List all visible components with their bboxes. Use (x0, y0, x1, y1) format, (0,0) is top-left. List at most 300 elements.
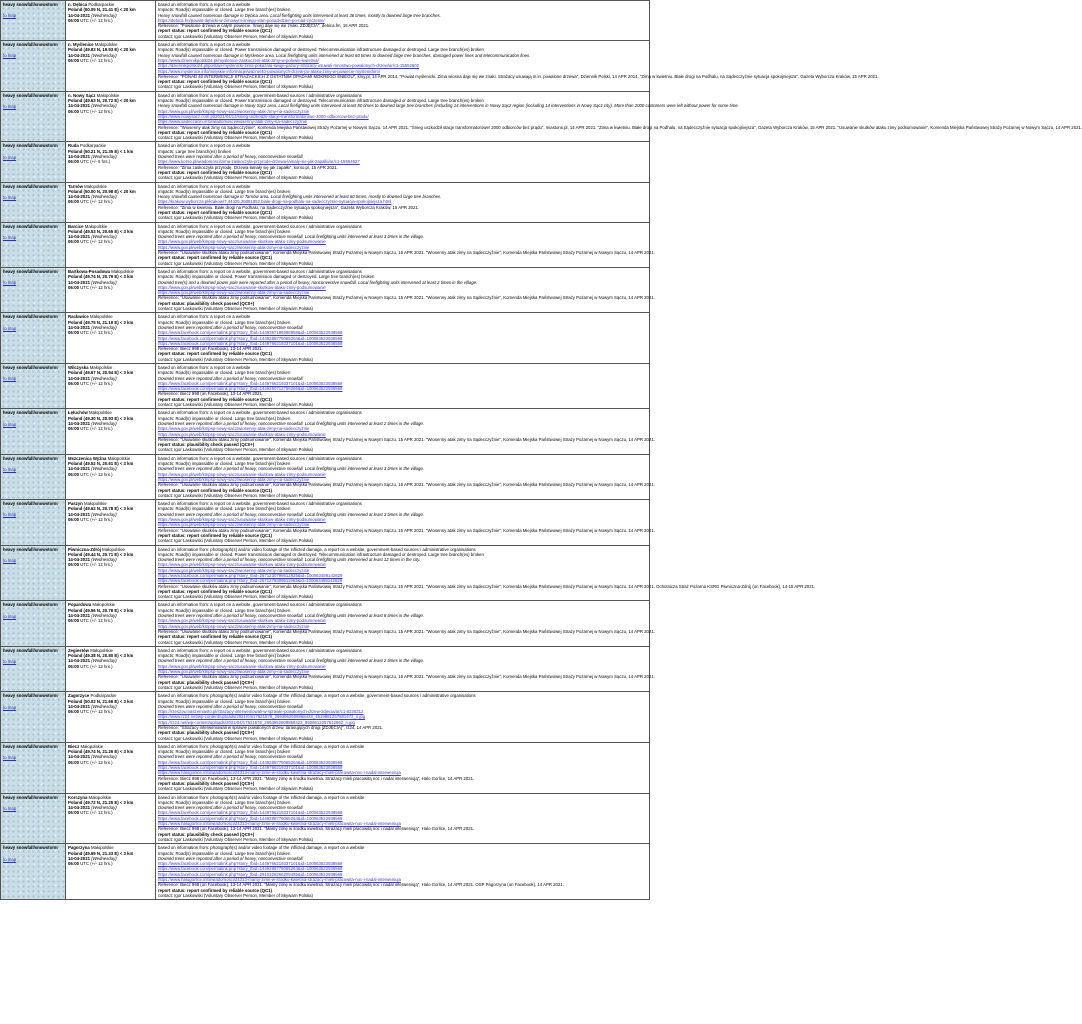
impacts-label: Impacts: (158, 607, 175, 613)
source-links (158, 562, 647, 583)
location-cell (66, 142, 156, 181)
weather-type: heavy snowfall/snowstorm (3, 410, 58, 416)
details-cell (156, 647, 655, 691)
region-name: Małopolskie (84, 183, 107, 189)
coordinates: Poland (49.67 N, 20.94 E) < 3 km (68, 370, 134, 376)
source-link[interactable]: https://www.gov.pl/web/kmpsp-nowy-sacz/usuwanie-skutkow-ataku-zimy-podsumowanie (158, 562, 326, 568)
report-row (0, 364, 650, 409)
location-cell (66, 313, 156, 363)
coordinates: Poland (49.83 N, 19.93 E) < 20 km (68, 47, 136, 53)
place-name: Korczyna (68, 794, 88, 800)
source-link[interactable]: https://www.facebook.com/permalink.php?story_fbid=1449288776065264&id=100063522938568 (158, 866, 343, 872)
to-map-link[interactable]: to map (3, 376, 17, 382)
details-cell (156, 455, 655, 499)
source-link[interactable]: https://www.gov.pl/web/kmpsp-nowy-sacz/usuwanie-skutkow-ataku-zimy-podsumowanie (158, 517, 326, 523)
source-link[interactable]: https://www.facebook.com/permalink.php?story_fbid=1449288776065264&id=100063522938568 (158, 759, 343, 765)
place-name: Zagorzyce (68, 693, 90, 699)
impacts-text: Road(s) impassable or closed. Large tree branch(es) broken (175, 370, 291, 376)
report-day: (Wednesday) (91, 703, 117, 709)
report-row (0, 743, 650, 794)
details-cell (156, 601, 655, 645)
impacts-text: Road(s) impassable or closed. Large tree branch(es) broken (175, 7, 291, 13)
report-time: 06:00 (68, 810, 79, 816)
time-accuracy: (+/- 12 hrs.) (90, 709, 113, 715)
source-link[interactable]: https://rz24.net/wp-content/uploads/2021/04/17621578_2693952608868423_8508612257612962_n.jpg (158, 719, 355, 725)
report-date: 14-04-2021 (68, 375, 90, 381)
report-row (0, 455, 655, 500)
impacts-label: Impacts: (158, 7, 175, 13)
source-link[interactable]: https://www.gov.pl/web/kmpsp-nowy-sacz/wiosenny-atak-zimy-na-sadecczyznie (158, 669, 310, 675)
reference-label: Reference: (158, 295, 180, 301)
report-row (0, 601, 655, 646)
source-link[interactable]: https://www.rz24.net/wp-content/uploads/2021/04/17621578_2693952608868423_4519881257881472_n.jpg (158, 714, 366, 720)
weather-type-cell (1, 223, 66, 267)
details-cell (156, 743, 649, 793)
source-link[interactable]: https://krakow.wyborcza.pl/krakow/7,44425,26881852,biale-drogi-na-podhalu-na-sadecczyznie-sytuacja-spokojniejsza.html (158, 199, 392, 205)
source-link[interactable]: https://www.dziennikpolski24.pl/myslenice-zaskoczeni-atak-zimy-w-polowie-kwietnia/ (158, 57, 319, 63)
report-row (0, 500, 655, 545)
to-map-link[interactable]: to map (3, 104, 17, 110)
contact-info: contact: Igor Laskowski (Voluntary Observer Person, Member of Skywarn Polska) (158, 892, 313, 898)
weather-type-cell (1, 92, 66, 142)
place-name: Mszczenica Wyżna (68, 455, 107, 461)
to-map-link[interactable]: to map (3, 13, 17, 19)
details-cell (156, 794, 649, 844)
report-status: plausibility check passed (QC0+) (186, 730, 255, 736)
report-day: (Wednesday) (91, 154, 117, 160)
to-map-link[interactable]: to map (3, 154, 17, 160)
impacts-label: Impacts: (158, 188, 175, 194)
report-day: (Wednesday) (91, 234, 117, 240)
location-cell (66, 844, 156, 899)
to-map-link[interactable]: to map (3, 613, 17, 619)
report-date: 14-04-2021 (68, 557, 90, 563)
reference-label: Reference: (158, 674, 180, 680)
location-cell (66, 601, 156, 645)
details-cell (156, 142, 649, 181)
details-cell (156, 692, 649, 742)
source-link[interactable]: https://www.facebook.com/permalink.php?story_fbid=1449766219337101&id=100063522938568 (158, 340, 343, 346)
details-cell (156, 364, 649, 408)
report-status: report confirmed by reliable source (QC1) (186, 351, 272, 357)
report-row (0, 0, 650, 41)
location-cell (66, 92, 156, 142)
reference-label: Reference: (158, 250, 180, 256)
description: Downed trees were reported after a period of heavy, nonconvective snowfall. (158, 324, 304, 330)
location-cell (66, 268, 156, 312)
reference-text: "Strażacy interweniowali w sprawie powalonych drzew, tarasujących drogi [ZDJĘCIA]", rz24, 14 APR 2021. (180, 725, 384, 730)
to-map-link[interactable]: to map (3, 805, 17, 811)
source-link[interactable]: https://www.gov.pl/web/kmpsp-nowy-sacz/usuwanie-skutkow-ataku-zimy-podsumowanie (158, 618, 326, 624)
to-map-link[interactable]: to map (3, 53, 17, 59)
contact-info: contact: Igor Laskowski (Voluntary Observer Person, Member of Skywarn Polska) (158, 735, 313, 741)
weather-type: heavy snowfall/snowstorm (3, 602, 58, 608)
utc-label: UTC (80, 330, 90, 336)
report-time: 06:00 (68, 159, 79, 165)
status-label: report status: (158, 396, 186, 402)
report-day: (Wednesday) (91, 557, 117, 563)
location-cell (66, 364, 156, 408)
impacts-text: Road(s) impassable or closed. Large tree branch(es) broken (175, 319, 291, 325)
report-row (0, 183, 650, 223)
reference-label: Reference: (158, 23, 180, 29)
description: Downed trees were reported after a period of heavy, nonconvective snowfall. (158, 375, 304, 381)
weather-type-cell (1, 743, 66, 793)
reference-text: "Usuwanie skutków ataku zimy podsumowanie", Komenda Miejska Państwowej Straży Pożarnej w Nowym Sączu, 15 APR 2021. "Wiosenny atak zimy na Sądecczyźnie", Komenda Miejska Państwowej Straży Pożarnej w Nowym Sączu, 14 APR 2021. (180, 527, 655, 533)
source-link[interactable]: https://www.gov.pl/web/kmpsp-nowy-sacz/usuwanie-skutkow-ataku-zimy-podsumowanie (158, 431, 326, 437)
impacts-text: Road(s) impassable or closed. Power transmission damaged or destroyed. Telecommunication infrastructure damaged or destroyed. Large tree branch(es) broken (175, 47, 484, 53)
status-label: report status: (158, 169, 186, 175)
region-name: Małopolskie (84, 501, 107, 507)
reference-text: "Usuwanie skutków ataku zimy podsumowanie", Komenda Miejska Państwowej Straży Pożarnej w Nowym Sączu, 15 APR 2021. "Wiosenny atak zimy na Sądecczyźnie", Komenda Miejska Państwowej Straży Pożarnej w Nowym Sączu, 14 APR 2021. (180, 628, 655, 634)
location-cell (66, 41, 156, 91)
weather-type-cell (1, 268, 66, 312)
contact-info: contact: Igor Laskowski (Voluntary Observer Person, Member of Skywarn Polska) (158, 684, 313, 690)
place-name: Barcice (68, 223, 84, 229)
impacts-text: Road(s) impassable or closed. Large tree branch(es) broken (175, 799, 291, 805)
weather-type-cell (1, 1, 66, 40)
to-map-link[interactable]: to map (3, 755, 17, 761)
source-link[interactable]: https://www.gov.pl/web/kmpsp-nowy-sacz/wiosenny-atak-zimy-na-sadecczyznie (158, 108, 310, 114)
source-link[interactable]: https://www.facebook.com/permalink.php?story_fbid=1449288776065264&id=100063522938568 (158, 815, 343, 821)
weather-type-cell (1, 601, 66, 645)
impacts-text: Road(s) impassable or closed. Large tree branch(es) broken (175, 850, 291, 856)
report-row (0, 844, 650, 900)
time-accuracy: (+/- 12 hrs.) (90, 426, 113, 432)
description: Downed trees were reported after a period of heavy, nonconvective snowfall. Local firefighting units intervened at least 2 times in the village. (158, 658, 424, 664)
reference-label: Reference: (158, 436, 180, 442)
region-name: Podkarpackie (90, 693, 117, 699)
utc-label: UTC (80, 108, 90, 114)
source-link[interactable]: https://www.facebook.com/permalink.php?story_fbid=1449766219337101&id=100063522938568 (158, 765, 343, 771)
information-basis: based on information from: a report on a website, government-based sources / administrative organisations (158, 92, 362, 98)
report-row (0, 546, 816, 602)
impacts-text: Road(s) impassable or closed. Large tree branch(es) broken (175, 607, 291, 613)
source-link[interactable]: https://debica.fm/powiat-dębicki-w-zimowym-sniegu-stan-ponad-dzien-po-nad-zyczenie/ (158, 17, 325, 23)
to-map-link[interactable]: to map (3, 325, 17, 331)
report-time: 06:00 (68, 380, 79, 386)
source-link[interactable]: https://www.gov.pl/web/kmpsp-nowy-sacz/wiosenny-atak-zimy-na-sadecczyznie (158, 623, 310, 629)
time-accuracy: (+/- 12 hrs.) (90, 861, 113, 867)
report-day: (Wednesday) (91, 194, 117, 200)
report-row (0, 647, 655, 692)
utc-label: UTC (80, 57, 90, 63)
source-link[interactable]: https://www.gov.pl/web/kmpsp-nowy-sacz/wiosenny-atak-zimy-na-sadecczyznie (158, 290, 310, 296)
source-link[interactable]: https://www.facebook.com/permalink.php?story_fbid=1449250712758266&id=100063522938568 (158, 386, 343, 392)
utc-label: UTC (80, 810, 90, 816)
impacts-text: Large tree branch(es) broken (175, 148, 232, 154)
weather-type-cell (1, 142, 66, 181)
reference-label: Reference: (158, 391, 180, 397)
impacts-text: Road(s) impassable or closed. Large tree branch(es) broken (175, 461, 291, 467)
details-cell (156, 41, 879, 91)
reference-text: Biecz 998 (on Facebook), 13-14 APR 2021. "Mamy zimę w środku kwietnia. Strażacy mieli pracowitą noc i nadal interweniują", Halo Gorlice, 14 APR 2021. (180, 826, 475, 832)
reference-label: Reference: (158, 527, 180, 533)
report-time: 06:00 (68, 517, 79, 523)
status-label: report status: (158, 79, 186, 85)
source-link[interactable]: https://www.gov.pl/web/kmpsp-nowy-sacz/wiosenny-atak-zimy-na-sadecczyznie (158, 522, 310, 528)
place-name: n. Nowy Sącz (68, 92, 96, 98)
source-link[interactable]: https://www.facebook.com/permalink.php?story_fbid=2671279308611963&id=100063488142829 (158, 578, 343, 584)
region-name: Małopolskie (90, 314, 113, 320)
weather-type: heavy snowfall/snowstorm (3, 501, 58, 507)
source-link[interactable]: https://www.gov.pl/web/kmpsp-nowy-sacz/wiosenny-atak-zimy-na-sadecczyznie (158, 567, 310, 573)
time-accuracy: (+/- 12 hrs.) (90, 239, 113, 245)
time-accuracy: (+/- 12 hrs.) (90, 199, 113, 205)
report-row (0, 794, 650, 845)
utc-label: UTC (80, 284, 90, 290)
location-cell (66, 223, 156, 267)
report-date: 14-04-2021 (68, 234, 90, 240)
report-status: report confirmed by reliable source (QC1) (186, 396, 272, 402)
contact-info: contact: Igor Laskowski (Voluntary Observer Person, Member of Skywarn Polska) (158, 538, 313, 544)
weather-type: heavy snowfall/snowstorm (3, 42, 58, 48)
impacts-label: Impacts: (158, 461, 175, 467)
reference-text: "Usuwanie skutków ataku zimy podsumowanie", Komenda Miejska Państwowej Straży Pożarnej w Nowym Sączu, 15 APR 2021. "Wiosenny atak zimy na Sądecczyźnie", Komenda Miejska Państwowej Straży Pożarnej w Nowym Sączu, 14 APR 2021. (180, 436, 655, 442)
contact-info: contact: Igor Laskowski (Voluntary Observer Person, Member of Skywarn Polska) (158, 402, 313, 408)
weather-type-cell (1, 364, 66, 408)
weather-type-cell (1, 647, 66, 691)
information-basis: based on information from: a report on a website (158, 2, 251, 7)
report-day: (Wednesday) (91, 12, 117, 18)
weather-type-cell (1, 183, 66, 222)
location-cell (66, 500, 156, 544)
to-map-link[interactable]: to map (3, 659, 17, 665)
region-name: Małopolskie (84, 223, 108, 229)
coordinates: Poland (50.21 N, 21.35 E) < 1 km (68, 148, 134, 154)
information-basis: based on information from: a report on a website, government-based sources / administrative organisations (158, 602, 362, 608)
description: Downed trees were reported after a period of heavy, nonconvective snowfall. Local firefighting units intervened at least 2 times in the village. (158, 420, 424, 426)
source-link[interactable]: https://www.nowysacz.com.pl/2021/04/14/snieg-uszkodzil-stacje-transformatorowe-2000-odbiorcow-bez-pradu/ (158, 113, 369, 119)
weather-type: heavy snowfall/snowstorm (3, 693, 58, 699)
source-link[interactable]: https://www.facebook.com/permalink.php?story_fbid=1449766219337101&id=100063522938568 (158, 861, 343, 867)
status-label: report status: (158, 351, 186, 357)
information-basis: based on information from: a report on a website, government-based sources / administrative organisations (158, 223, 362, 229)
reference-text: "Usuwanie skutków ataku zimy podsumowanie", Komenda Miejska Państwowej Straży Pożarnej w Nowym Sączu, 15 APR 2021. "Wiosenny atak zimy na Sądecczyźnie", Komenda Miejska Państwowej Straży Pożarnej w Nowym Sączu, 14 APR 2021. (180, 482, 655, 488)
utc-label: UTC (80, 380, 90, 386)
report-row (0, 409, 655, 454)
details-cell (156, 183, 649, 222)
source-link[interactable]: https://www.halogorlice.info/wiadomosci/24313-mamy-zime-w-srodku-kwietnia-strazacy-mieli-pracowita-noc-i-nadal-interweniuja (158, 877, 401, 883)
impacts-text: Road(s) impassable or closed. Large tree branch(es) broken (175, 188, 291, 194)
report-row (0, 268, 655, 313)
time-accuracy: (+/- 12 hrs.) (90, 108, 113, 114)
source-link[interactable]: https://www.gov.pl/web/kmpsp-nowy-sacz/usuwanie-skutkow-ataku-zimy-podsumowanie (158, 471, 326, 477)
region-name: Małopolskie (102, 546, 125, 552)
report-day: (Wednesday) (91, 103, 117, 109)
report-status: report confirmed by reliable source (QC1) (186, 169, 272, 175)
weather-type: heavy snowfall/snowstorm (3, 314, 58, 320)
source-link[interactable]: https://www.facebook.com/permalink.php?story_fbid=1449387186988958&id=100063522938568 (158, 330, 343, 336)
source-links (158, 239, 647, 250)
source-links (158, 381, 647, 392)
source-link[interactable]: https://www.korso.pl/wiadomosci/zima-zaskoczyla-przyrode-drzewa-lamaly-sie-jak-zapalki/ar/c1-15554627 (158, 159, 360, 165)
place-name: Popardowa (68, 602, 92, 608)
impacts-label: Impacts: (158, 98, 175, 104)
coordinates: Poland (49.38 N, 20.80 E) < 3 km (68, 653, 134, 659)
report-day: (Wednesday) (91, 279, 117, 285)
to-map-link[interactable]: to map (3, 467, 17, 473)
weather-type: heavy snowfall/snowstorm (3, 223, 58, 229)
report-status: report confirmed by reliable source (QC1) (186, 209, 272, 215)
place-name: Łęłuchów (68, 410, 88, 416)
region-name: Małopolskie (80, 743, 104, 749)
location-cell (66, 409, 156, 453)
source-link[interactable]: https://dziennikpolski24.pl/postaw-myslenicki-zima-pokazala-swoje-pazury-strazacy-usuwali-mnostwo-powalonych-drzew/ar/c1-15552602 (158, 63, 420, 69)
location-cell (66, 794, 156, 844)
place-name: Bartkowa-Posadowa (68, 268, 111, 274)
to-map-link[interactable]: to map (3, 194, 17, 200)
region-name: Małopolskie (111, 268, 134, 274)
source-link[interactable]: https://www.gov.pl/web/kmpsp-nowy-sacz/usuwanie-skutkow-ataku-zimy-podsumowanie (158, 663, 326, 669)
reference-label: Reference: (158, 775, 180, 781)
description: Heavy snowfall caused numerous damage in Dębica area. Local firefighting units intervened at least 36 times, mostly to downed large tree branches. (158, 12, 441, 18)
report-date: 14-04-2021 (68, 324, 90, 330)
report-time: 06:00 (68, 618, 79, 624)
report-date: 14-04-2021 (68, 805, 90, 811)
place-name: Biecz (68, 743, 80, 749)
region-name: Małopolskie (94, 42, 118, 48)
time-accuracy: (+/- 12 hrs.) (90, 380, 113, 386)
report-status: plausibility check passed (QC0+) (186, 780, 255, 786)
contact-info: contact: Igor Laskowski (Voluntary Observer Person, Member of Skywarn Polska) (158, 492, 313, 498)
reference-text: "Usuwanie skutków ataku zimy podsumowanie", Komenda Miejska Państwowej Straży Pożarnej w Nowym Sączu, 15 APR 2021. "Wiosenny atak zimy na Sądecczyźnie", Komenda Miejska Państwowej Straży Pożarnej w Nowym Sączu, 14 APR 2021. (180, 250, 655, 256)
report-date: 14-04-2021 (68, 466, 90, 472)
report-day: (Wednesday) (91, 466, 117, 472)
source-link[interactable]: https://www.facebook.com/permalink.php?story_fbid=1449766219337101&id=100063522938568 (158, 810, 343, 816)
information-basis: based on information from: a report on a website (158, 365, 251, 370)
weather-type-cell (1, 41, 66, 91)
details-cell (156, 500, 655, 544)
source-link[interactable]: https://www.gov.pl/web/kmpsp-nowy-sacz/wiosenny-atak-zimy-na-sadecczyznie (158, 476, 310, 482)
reference-label: Reference: (158, 346, 180, 352)
status-label: report status: (158, 887, 186, 893)
to-map-link[interactable]: to map (3, 234, 17, 240)
source-link[interactable]: https://www.myslenice.info/miejskie-informacje/wazne/40-powalonych-drzew-po-ataku-zimy-w-powiecie-myslenickim/ (158, 68, 381, 74)
to-map-link[interactable]: to map (3, 421, 17, 427)
weather-type: heavy snowfall/snowstorm (3, 845, 58, 851)
description: Downed trees were reported after a period of heavy, nonconvective snowfall. Local firefighting units intervened at least 3 times in the village. (158, 466, 424, 472)
details-cell (156, 92, 1082, 142)
report-day: (Wednesday) (91, 805, 117, 811)
time-accuracy: (+/- 12 hrs.) (90, 810, 113, 816)
source-link[interactable]: https://www.halogorlice.info/wiadomosci/24313-mamy-zime-w-srodku-kwietnia-strazacy-mieli-pracowita-noc-i-nadal-interweniuja (158, 821, 401, 827)
description: Downed trees were reported after a period of heavy, nonconvective snowfall. Local firefighting units intervened at least 3 times in the village. (158, 511, 424, 517)
information-basis: based on information from: a report on a website (158, 143, 251, 149)
contact-info: contact: Igor Laskowski (Voluntary Observer Person, Member of Skywarn Polska) (158, 356, 313, 362)
impacts-label: Impacts: (158, 319, 175, 325)
place-name: n. Dębica (68, 2, 88, 7)
time-accuracy: (+/- 12 hrs.) (90, 284, 113, 290)
weather-type: heavy snowfall/snowstorm (3, 92, 58, 98)
source-link[interactable]: https://www.sadeczanin.info/wiadomosci/wiosenny-atak-zimy-na-sadecczyznie (158, 119, 308, 125)
impacts-text: Road(s) impassable or closed. Large tree branch(es) broken (175, 698, 291, 704)
coordinates: Poland (49.62 N, 20.78 E) < 3 km (68, 506, 134, 512)
location-cell (66, 1, 156, 40)
source-link[interactable]: https://www.gov.pl/web/kmpsp-nowy-sacz/wiosenny-atak-zimy-na-sadecczyznie (158, 244, 310, 250)
to-map-link[interactable]: to map (3, 704, 17, 710)
details-cell (156, 409, 655, 453)
status-label: report status: (158, 300, 186, 306)
time-accuracy: (+/- 12 hrs.) (90, 17, 113, 23)
report-date: 14-04-2021 (68, 855, 90, 861)
report-status: plausibility check passed (QC0+) (186, 679, 255, 685)
reference-label: Reference: (158, 164, 180, 170)
report-row (0, 142, 650, 182)
report-date: 14-04-2021 (68, 658, 90, 664)
report-status: report confirmed by reliable source (QC1) (186, 588, 272, 594)
source-link[interactable]: https://www.facebook.com/permalink.php?story_fbid=2910328266209455&id=100063522938568 (158, 871, 343, 877)
description: Heavy snowfall caused numerous damage in Nowy Sącz area. Local firefighting units intervened at least 80 times to downed large tree branches (including 14 interventions in Nowy Sącz region (including 14 interventions in Nowy Sącz city). More than 2000 customers were left without power for some time. (158, 103, 739, 109)
weather-type-cell (1, 409, 66, 453)
region-name: Małopolskie (89, 365, 113, 370)
place-name: Piwniczna-Zdrój (68, 546, 101, 552)
time-accuracy: (+/- 12 hrs.) (90, 759, 113, 765)
impacts-text: Road(s) impassable or closed. Large tree branch(es) broken (175, 415, 291, 421)
information-basis: based on information from: photograph(s) and/or video footage of the inflicted damage, a report on a website (158, 743, 365, 749)
to-map-link[interactable]: to map (3, 280, 17, 286)
to-map-link[interactable]: to map (3, 856, 17, 862)
impacts-label: Impacts: (158, 47, 175, 53)
reference-text: "Zima zaskoczyła przyrodę. Drzewa łamały się jak zapałki", korso.pl, 15 APR 2021. (180, 164, 338, 170)
status-label: report status: (158, 129, 186, 135)
source-links (158, 58, 647, 74)
contact-info: contact: Igor Laskowski (Voluntary Observer Person, Member of Skywarn Polska) (158, 594, 313, 600)
information-basis: based on information from: a report on a website, government-based sources / administrative organisations (158, 647, 362, 653)
weather-type-cell (1, 313, 66, 363)
region-name: Małopolskie (96, 92, 120, 98)
reference-text: Biecz 998 (on Facebook), 13-14 APR 2021. (180, 391, 264, 397)
report-status: report confirmed by reliable source (QC1) (186, 532, 272, 538)
contact-info: contact: Igor Laskowski (Voluntary Observer Person, Member of Skywarn Polska) (158, 306, 313, 312)
location-cell (66, 692, 156, 742)
description: Downed trees were reported after a period of heavy, nonconvective snowfall. (158, 154, 304, 160)
source-link[interactable]: https://www.gov.pl/web/kmpsp-nowy-sacz/usuwanie-skutkow-ataku-zimy-podsumowanie (158, 239, 326, 245)
source-link[interactable]: https://www.facebook.com/permalink.php?story_fbid=1449766219337101&id=100063522938568 (158, 380, 343, 386)
information-basis: based on information from: a report on a website, government-based sources / administrative organisations (158, 268, 362, 274)
report-status: report confirmed by reliable source (QC1) (186, 129, 272, 135)
time-accuracy: (+/- 12 hrs.) (90, 618, 113, 624)
utc-label: UTC (80, 709, 90, 715)
impacts-label: Impacts: (158, 799, 175, 805)
source-link[interactable]: https://www.halogorlice.info/wiadomosci/24313-mamy-zime-w-srodku-kwietnia-strazacy-mieli-pracowita-noc-i-nadal-interweniuja (158, 770, 401, 776)
to-map-link[interactable]: to map (3, 512, 17, 518)
weather-type-cell (1, 455, 66, 499)
source-link[interactable]: https://www.facebook.com/permalink.php?story_fbid=2671230798612825&id=100063488142829 (158, 572, 343, 578)
coordinates: Poland (50.02 N, 21.66 E) < 3 km (68, 698, 134, 704)
report-date: 14-04-2021 (68, 12, 90, 18)
region-name: Małopolskie (107, 455, 131, 461)
description: Heavy snowfall caused numerous damage in Tarnów area. Local firefighting units intervened at least 60 times, mostly to downed large tree branches. (158, 194, 442, 200)
description: Downed trees were reported after a period of heavy, nonconvective snowfall. Local firefighting units intervened at least 12 times in the city. (158, 557, 421, 563)
source-link[interactable]: https://www.facebook.com/permalink.php?story_fbid=1449288776065264&id=100063522938568 (158, 335, 343, 341)
report-day: (Wednesday) (91, 324, 117, 330)
reference-text: "Powalone drzewa w całym powiecie. Śnieg daje się we znaki. ZDJĘCIA", debica.fm, 15 APR 2021. (180, 23, 370, 29)
impacts-label: Impacts: (158, 506, 175, 512)
contact-info: contact: Igor Laskowski (Voluntary Observer Person, Member of Skywarn Polska) (158, 786, 313, 792)
reference-label: Reference: (158, 882, 180, 888)
reference-text: "Wiosenny atak zimy na Sądecczyźnie", Komenda Miejska Państwowej Straży Pożarnej w Nowym Sączu, 14 APR 2021. "Śnieg uszkodził stacje transformatorowe! 2000 odbiorców bez prądu", miastons.pl, 14 APR 2021. "Zima w kwietniu. Białe drogi na Podhalu, na Sądecczyźnie sytuacja spokojniejsza", Gazeta Wyborcza Kraków, 15 APR 2021. "Usuwanie skutków ataku zimy podsumowanie", Komenda Miejska Państwowej Straży Pożarnej w Nowym Sączu, 14 APR 2021. (180, 124, 1082, 130)
source-link[interactable]: https://www.gov.pl/web/kmpsp-nowy-sacz/usuwanie-skutkow-ataku-zimy-podsumowanie (158, 284, 326, 290)
source-links (158, 285, 647, 296)
impacts-text: Road(s) impassable or closed. Large tree branch(es) broken (175, 228, 291, 234)
utc-label: UTC (80, 618, 90, 624)
to-map-link[interactable]: to map (3, 557, 17, 563)
source-link[interactable]: https://www.gov.pl/web/kmpsp-nowy-sacz/wiosenny-atak-zimy-na-sadecczyznie (158, 426, 310, 432)
description: Downed trees were reported after a period of heavy, nonconvective snowfall. (158, 855, 304, 861)
report-row (0, 41, 879, 92)
source-link[interactable]: https://rzeszow.naszemiasto.pl/strazacy-interweniowali-w-sprawie-powalonych-drzew-zdjecia/ar/c1-8236312 (158, 709, 364, 715)
